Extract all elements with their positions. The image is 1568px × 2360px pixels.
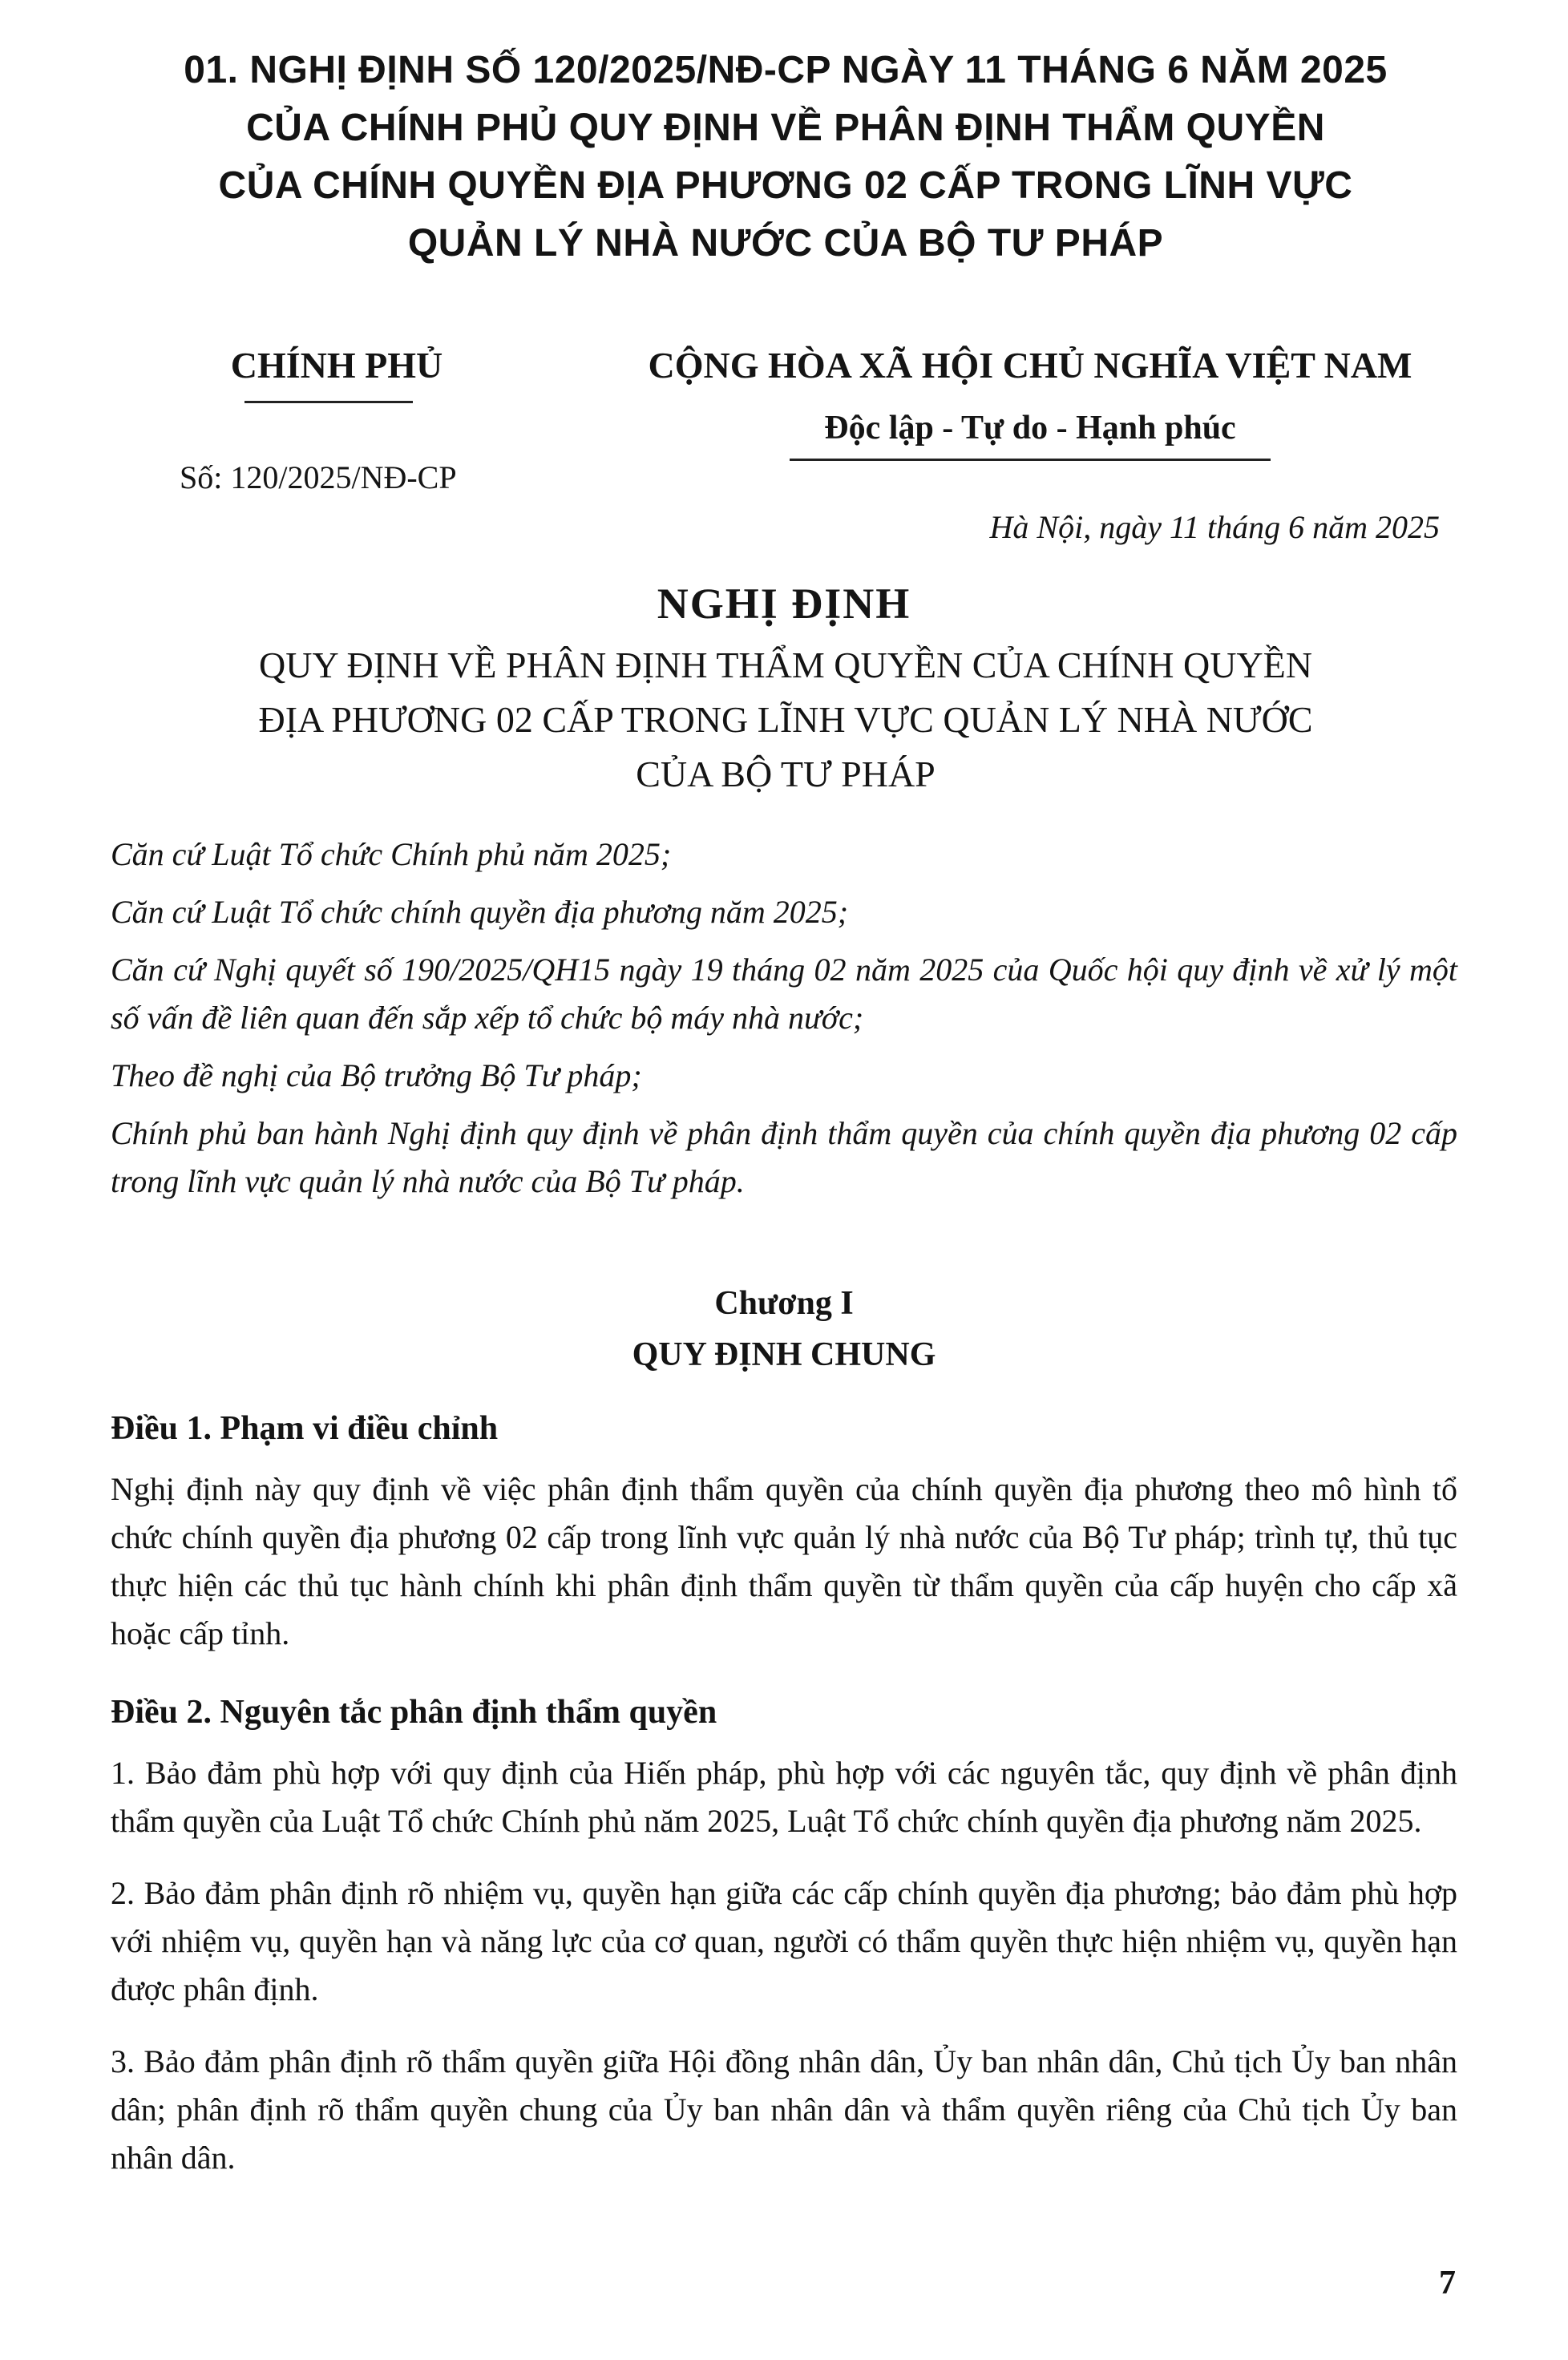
page-number: 7 [1439,2265,1456,2301]
place-and-date: Hà Nội, ngày 11 tháng 6 năm 2025 [989,509,1440,545]
subject-line: QUY ĐỊNH VỀ PHÂN ĐỊNH THẨM QUYỀN CỦA CHÍNH QUYỀN [259,645,1312,685]
preamble-line: Theo đề nghị của Bộ trưởng Bộ Tư pháp; [111,1057,642,1093]
article-2-body [111,1749,1457,2182]
preamble-line: Chính phủ ban hành Nghị định quy định về phân định thẩm quyền của chính quyền địa phương 02 cấp trong lĩnh vực quản lý nhà nước của Bộ Tư pháp. [111,1115,1457,1199]
article-2-title: Điều 2. Nguyên tắc phân định thẩm quyền [111,1694,717,1731]
issuer-name: CHÍNH PHỦ [230,345,443,386]
motto-underline [790,459,1271,461]
decree-subject [112,638,1459,802]
decree-heading: NGHỊ ĐỊNH [657,580,911,628]
article-2-clause: 1. Bảo đảm phù hợp với quy định của Hiến pháp, phù hợp với các nguyên tắc, quy định về phân định thẩm quyền của Luật Tổ chức Chính phủ năm 2025, Luật Tổ chức chính quyền địa phương năm 2025. [111,1755,1457,1839]
title-line: QUẢN LÝ NHÀ NƯỚC CỦA BỘ TƯ PHÁP [407,222,1164,265]
title-line: CỦA CHÍNH QUYỀN ĐỊA PHƯƠNG 02 CẤP TRONG LĨNH VỰC [218,164,1353,207]
chapter-title: QUY ĐỊNH CHUNG [632,1336,936,1373]
title-line: 01. NGHỊ ĐỊNH SỐ 120/2025/NĐ-CP NGÀY 11 THÁNG 6 NĂM 2025 [184,49,1388,91]
article-2-clause: 3. Bảo đảm phân định rõ thẩm quyền giữa Hội đồng nhân dân, Ủy ban nhân dân, Chủ tịch Ủy ban nhân dân; phân định rõ thẩm quyền chung của Ủy ban nhân dân và thẩm quyền riêng của Chủ tịch Ủy ban nhân dân. [111,2043,1457,2176]
article-1-title: Điều 1. Phạm vi điều chỉnh [111,1410,499,1447]
title-line: CỦA CHÍNH PHỦ QUY ĐỊNH VỀ PHÂN ĐỊNH THẨM QUYỀN [246,107,1325,149]
article-1-body [111,1465,1457,1658]
preamble [111,830,1457,1206]
article-2-clause: 2. Bảo đảm phân định rõ nhiệm vụ, quyền hạn giữa các cấp chính quyền địa phương; bảo đảm phù hợp với nhiệm vụ, quyền hạn và năng lực của cơ quan, người có thẩm quyền thực hiện nhiệm vụ, quyền hạn được phân định. [111,1875,1457,2007]
decree-number: Số: 120/2025/NĐ-CP [180,459,457,495]
chapter-number: Chương I [714,1285,854,1322]
preamble-line: Căn cứ Luật Tổ chức Chính phủ năm 2025; [111,836,672,872]
document-title [120,42,1451,273]
national-name: CỘNG HÒA XÃ HỘI CHỦ NGHĨA VIỆT NAM [648,345,1412,386]
national-motto: Độc lập - Tự do - Hạnh phúc [824,410,1236,447]
subject-line: ĐỊA PHƯƠNG 02 CẤP TRONG LĨNH VỰC QUẢN LÝ NHÀ NƯỚC [258,699,1313,740]
subject-line: CỦA BỘ TƯ PHÁP [636,754,936,794]
preamble-line: Căn cứ Luật Tổ chức chính quyền địa phương năm 2025; [111,894,849,930]
preamble-line: Căn cứ Nghị quyết số 190/2025/QH15 ngày 19 tháng 02 năm 2025 của Quốc hội quy định về xử lý một số vấn đề liên quan đến sắp xếp tổ chức bộ máy nhà nước; [111,952,1457,1036]
article-1-text: Nghị định này quy định về việc phân định thẩm quyền của chính quyền địa phương theo mô hình tổ chức chính quyền địa phương 02 cấp trong lĩnh vực quản lý nhà nước của Bộ Tư pháp; trình tự, thủ tục thực hiện các thủ tục hành chính khi phân định thẩm quyền từ thẩm quyền của cấp huyện cho cấp xã hoặc cấp tỉnh. [111,1471,1457,1651]
issuer-underline [244,401,413,403]
